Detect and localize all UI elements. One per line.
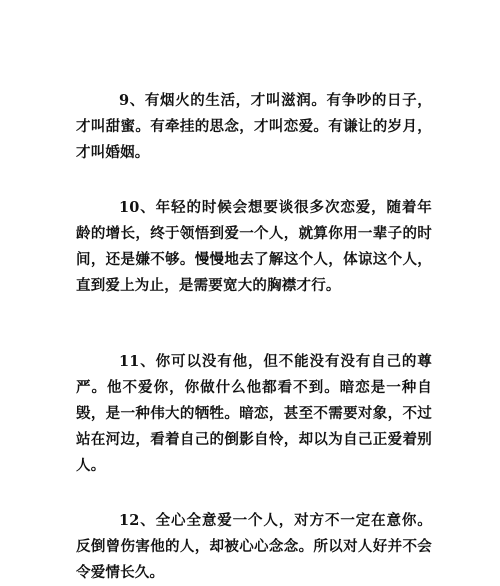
paragraph-10: 10、年轻的时候会想要谈很多次恋爱，随着年龄的增长，终于领悟到爱一个人，就算你用一辈子的时间，还是嫌不够。慢慢地去了解这个人，体谅这个人，直到爱上为止，是需要宽大的胸襟才行。 (76, 199, 432, 294)
paragraph-11: 11、你可以没有他，但不能没有没有自己的尊严。他不爱你，你做什么他都看不到。暗恋是一种自毁，是一种伟大的牺牲。暗恋，甚至不需要对象，不过站在河边，看着自己的倒影自怜，却以为自己正爱着别人。 (76, 353, 432, 474)
paragraph-12: 12、全心全意爱一个人，对方不一定在意你。反倒曾伤害他的人，却被心心念念。所以对人好并不会令爱情长久。 (76, 512, 432, 581)
paragraph-9: 9、有烟火的生活，才叫滋润。有争吵的日子，才叫甜蜜。有牵挂的思念，才叫恋爱。有谦让的岁月，才叫婚姻。 (76, 92, 432, 161)
